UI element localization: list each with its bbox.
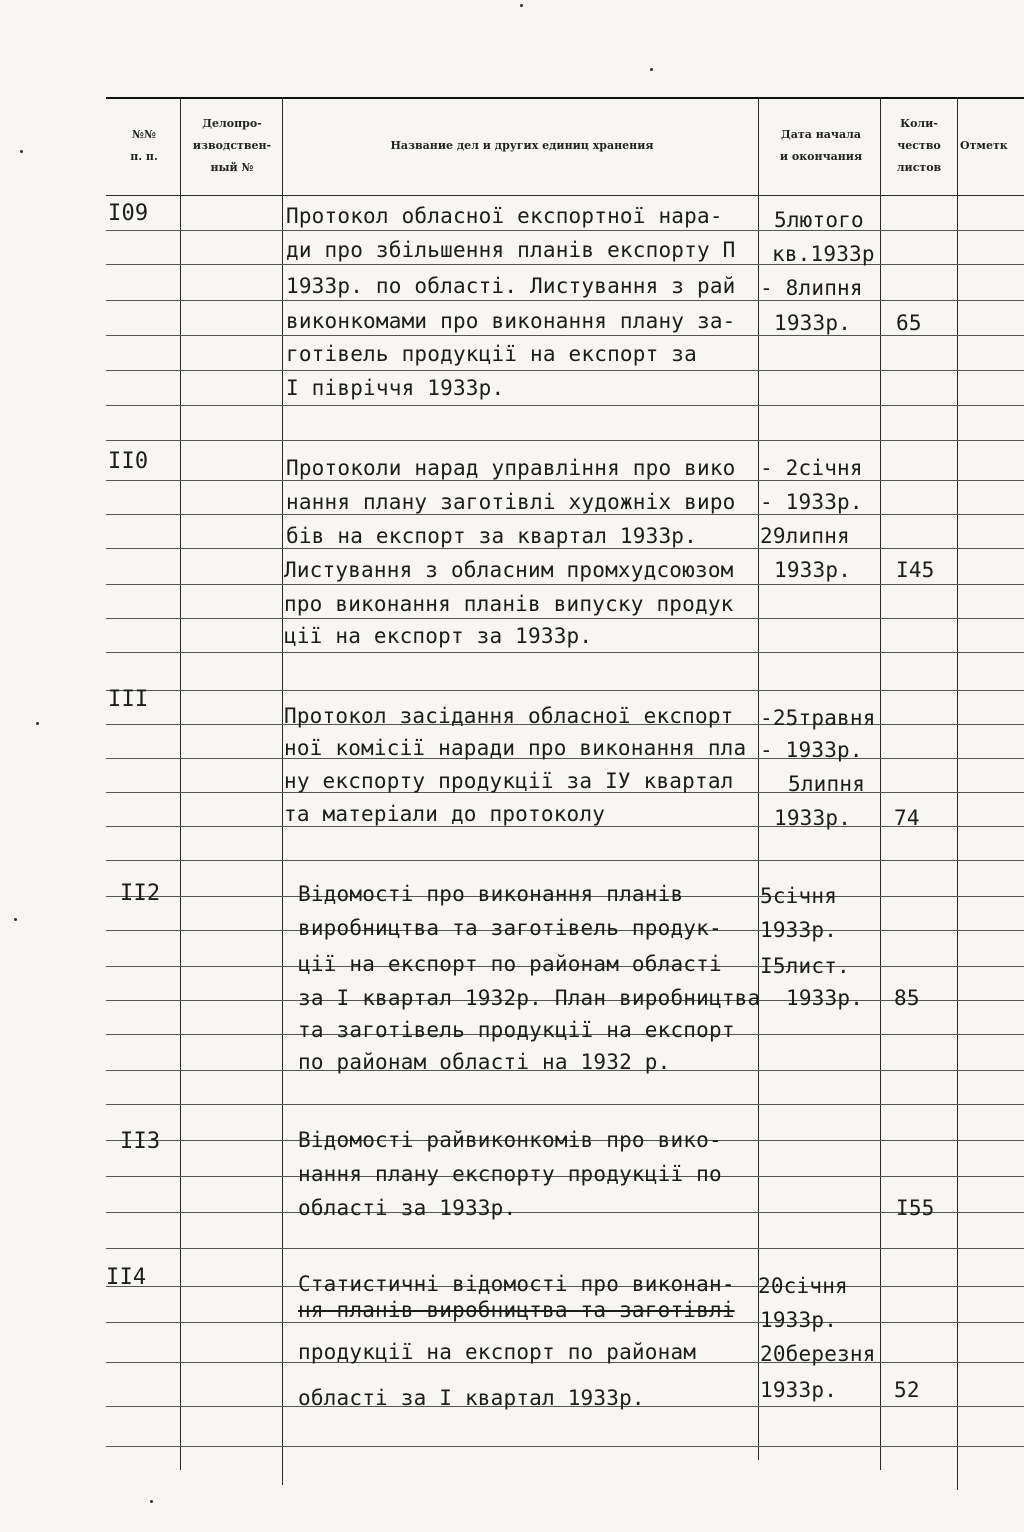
date-line: - 1933р.: [760, 490, 863, 514]
row-rule: [106, 370, 1024, 371]
title-line: області за I квартал 1933р.: [298, 1386, 645, 1410]
sheet-count: 65: [896, 311, 922, 335]
column-rule: [957, 97, 958, 1490]
title-line: Протокол засідання обласної експорт: [284, 704, 734, 728]
date-line: 20січня: [758, 1274, 848, 1298]
row-rule: [106, 1104, 1024, 1105]
title-line-struck: ня планів виробництва та заготівлі: [298, 1298, 735, 1322]
title-line: ції на експорт за 1933р.: [284, 624, 593, 648]
date-line: 1933р.: [774, 311, 852, 335]
row-rule: [106, 690, 1024, 691]
sheet-count: I55: [896, 1196, 935, 1220]
sheet-count: 74: [894, 806, 920, 830]
title-line: по районам області на 1932 р.: [298, 1050, 671, 1074]
title-line: Протоколи нарад управління про вико: [286, 456, 736, 480]
scan-speck: [20, 150, 23, 153]
scan-speck: [650, 68, 653, 71]
scan-speck: [36, 722, 39, 725]
title-line: області за 1933р.: [298, 1196, 517, 1220]
scan-speck: [14, 918, 17, 921]
column-rule: [180, 97, 181, 1470]
date-line: - 8липня: [760, 276, 863, 300]
date-line: 5лютого: [774, 208, 864, 232]
scan-speck: [520, 4, 523, 7]
header-col-sheets: Коли- чество листов: [896, 117, 942, 174]
title-line: 1933р. по області. Листування з рай: [286, 274, 736, 298]
row-rule: [106, 405, 1024, 406]
title-line: виробництва та заготівель продук-: [298, 916, 722, 940]
title-line: Листування з обласним промхудсоюзом: [284, 558, 734, 582]
title-line: Відомості райвиконкомів про вико-: [298, 1128, 722, 1152]
column-rule: [880, 97, 881, 1470]
row-rule: [106, 1446, 1024, 1447]
title-line: ди про збільшення планів експорту П: [286, 238, 736, 262]
date-line: 1933р.: [760, 918, 838, 942]
date-line: 5липня: [788, 772, 866, 796]
title-line: нання плану експорту продукції по: [298, 1162, 722, 1186]
row-rule: [106, 1248, 1024, 1249]
sheet-count: 85: [894, 986, 920, 1010]
header-col-notes: Отметк: [960, 139, 1008, 152]
record-number: I09: [108, 201, 149, 226]
record-number: II3: [120, 1129, 161, 1154]
date-line: 1933р.: [760, 1378, 838, 1402]
record-number: II4: [106, 1265, 147, 1290]
title-line: продукції на експорт по районам: [298, 1340, 697, 1364]
header-col-office-number: Делопро- изводствен- ный №: [192, 117, 272, 174]
row-rule: [106, 440, 1024, 441]
title-line: про виконання планів випуску продук: [284, 592, 734, 616]
date-line: 1933р.: [774, 806, 852, 830]
date-line: - 2січня: [760, 456, 863, 480]
date-line: 1933р.: [774, 558, 852, 582]
title-line: ної комісії наради про виконання пла: [284, 736, 747, 760]
title-line: нання плану заготівлі художніх виро: [286, 490, 736, 514]
date-line: 29липня: [760, 524, 850, 548]
title-line: та заготівель продукції на експорт: [298, 1018, 735, 1042]
record-number: II2: [120, 881, 161, 906]
title-line: I півріччя 1933р.: [286, 376, 505, 400]
row-rule: [106, 652, 1024, 653]
title-line: ну експорту продукції за IУ квартал: [284, 769, 734, 793]
sheet-count: 52: [894, 1378, 920, 1402]
date-line: - 1933р.: [760, 738, 863, 762]
title-line: та матеріали до протоколу: [284, 802, 606, 826]
sheet-count: I45: [896, 558, 935, 582]
date-line: 1933р.: [786, 986, 864, 1010]
date-line: 20березня: [760, 1342, 876, 1366]
header-col-dates: Дата начала и окончания: [779, 128, 863, 163]
title-line: Протокол обласної експортної нара-: [286, 204, 723, 228]
record-number: III: [108, 687, 149, 712]
header-bottom-rule: [106, 195, 1024, 196]
header-col-title: Название дел и других единиц хранения: [390, 139, 654, 152]
header-col-number: №№ п. п.: [130, 128, 158, 163]
title-line: за I квартал 1932р. План виробництва: [298, 986, 761, 1010]
header-top-rule: [106, 97, 1024, 99]
title-line: бів на експорт за квартал 1933р.: [286, 524, 697, 548]
row-rule: [106, 860, 1024, 861]
title-line: виконкомами про виконання плану за-: [286, 309, 736, 333]
title-line: Статистичні відомості про виконан-: [298, 1272, 735, 1296]
scan-speck: [150, 1500, 153, 1503]
title-line: ції на експорт по районам області: [298, 952, 722, 976]
date-line: 1933р.: [760, 1308, 838, 1332]
column-rule: [282, 97, 283, 1485]
title-line: Відомості про виконання планів: [298, 882, 684, 906]
date-line: кв.1933р: [772, 242, 875, 266]
title-line: готівель продукції на експорт за: [286, 342, 697, 366]
date-line: 5січня: [760, 884, 838, 908]
date-line: -25травня: [760, 706, 876, 730]
date-line: I5лист.: [760, 954, 850, 978]
row-rule: [106, 1212, 1024, 1213]
record-number: II0: [108, 449, 149, 474]
column-rule: [758, 97, 759, 1460]
